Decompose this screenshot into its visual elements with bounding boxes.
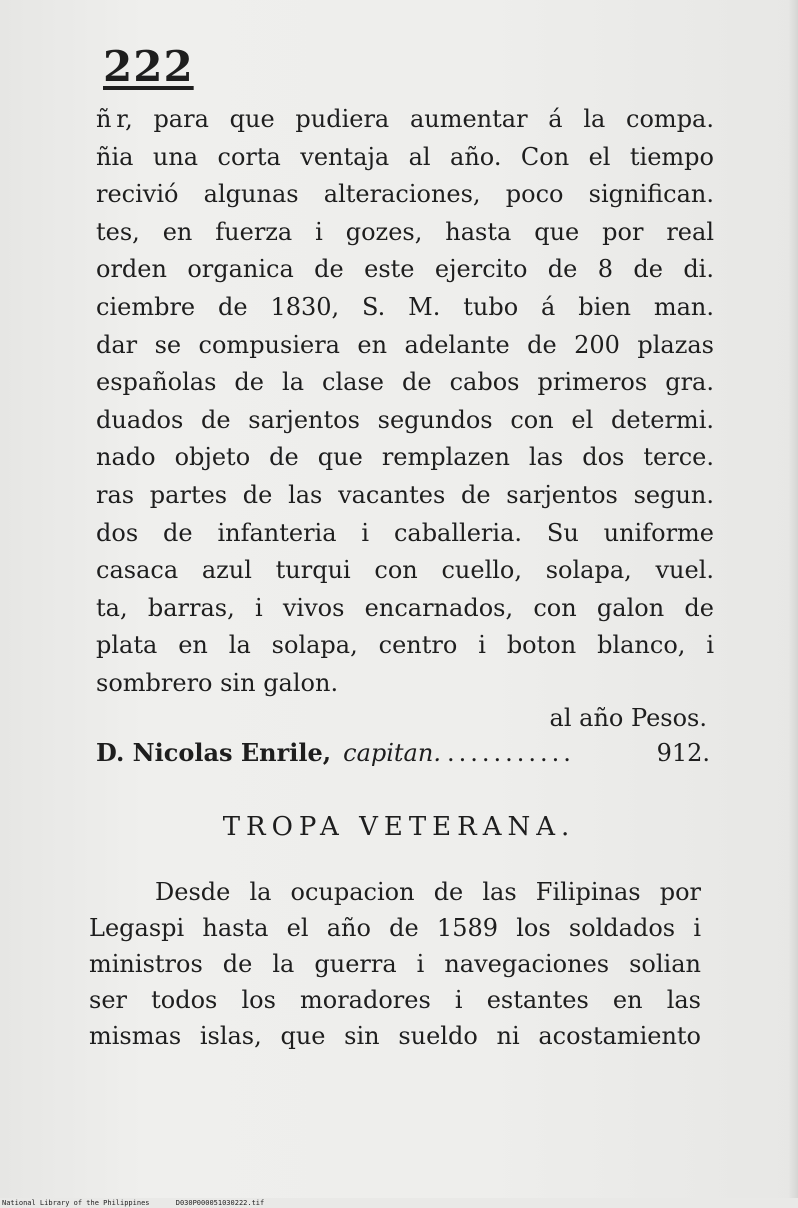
text-line: Desde la ocupacion de las Filipinas por bbox=[155, 878, 701, 906]
text-line: Legaspi hasta el año de 1589 los soldados i bbox=[89, 914, 701, 942]
text-line: recivió algunas alteraciones, poco significan. bbox=[96, 180, 714, 209]
text-line: ñ r, para que pudiera aumentar á la compa. bbox=[96, 105, 714, 133]
dot-leader: ........... bbox=[446, 739, 575, 767]
text-line: nado objeto de que remplazen las dos terce. bbox=[96, 443, 714, 472]
text-line: ministros de la guerra i navegaciones solian bbox=[89, 950, 701, 978]
scan-filename: D030P00005103022​2.tif bbox=[175, 1199, 265, 1207]
paragraph-1 bbox=[96, 101, 714, 703]
text-line: ser todos los moradores i estantes en las bbox=[89, 986, 701, 1014]
section-title: TROPA VETERANA. bbox=[222, 812, 576, 842]
text-line: ras partes de las vacantes de sarjentos segun. bbox=[96, 480, 714, 509]
entry-amount: 912. bbox=[656, 739, 710, 767]
text-line: ciembre de 1830, S. M. tubo á bien man. bbox=[96, 292, 714, 321]
text-line: dos de infanteria i caballeria. Su uniforme bbox=[96, 518, 714, 547]
page-number: 222 bbox=[103, 42, 194, 91]
paragraph-2 bbox=[89, 874, 701, 1054]
text-line: ñia una corta ventaja al año. Con el tiempo bbox=[96, 142, 714, 171]
text-line: dar se compusiera en adelante de 200 plazas bbox=[96, 330, 714, 359]
entry-name: D. Nicolas Enrile, bbox=[96, 738, 332, 767]
text-line: orden organica de este ejercito de 8 de di. bbox=[96, 255, 714, 284]
text-line: españolas de la clase de cabos primeros gra. bbox=[96, 368, 714, 397]
text-line: plata en la solapa, centro i boton blanco, i bbox=[96, 631, 714, 660]
text-line: sombrero sin galon. bbox=[96, 668, 339, 697]
text-line: ta, barras, i vivos encarnados, con galon de bbox=[96, 593, 714, 622]
text-line: mismas islas, que sin sueldo ni acostamiento bbox=[89, 1022, 701, 1050]
amount-column-header: al año Pesos. bbox=[549, 704, 707, 732]
text-line: tes, en fuerza i gozes, hasta que por real bbox=[96, 217, 714, 246]
scan-footer bbox=[2, 1199, 264, 1207]
library-credit: National Library of the Philippines bbox=[2, 1199, 150, 1207]
text-line: duados de sarjentos segundos con el determi. bbox=[96, 405, 714, 434]
page-edge-shadow bbox=[788, 0, 798, 1198]
salary-entry bbox=[96, 738, 710, 767]
text-line: casaca azul turqui con cuello, solapa, vuel. bbox=[96, 556, 714, 585]
entry-rank: capitan. bbox=[343, 739, 441, 767]
